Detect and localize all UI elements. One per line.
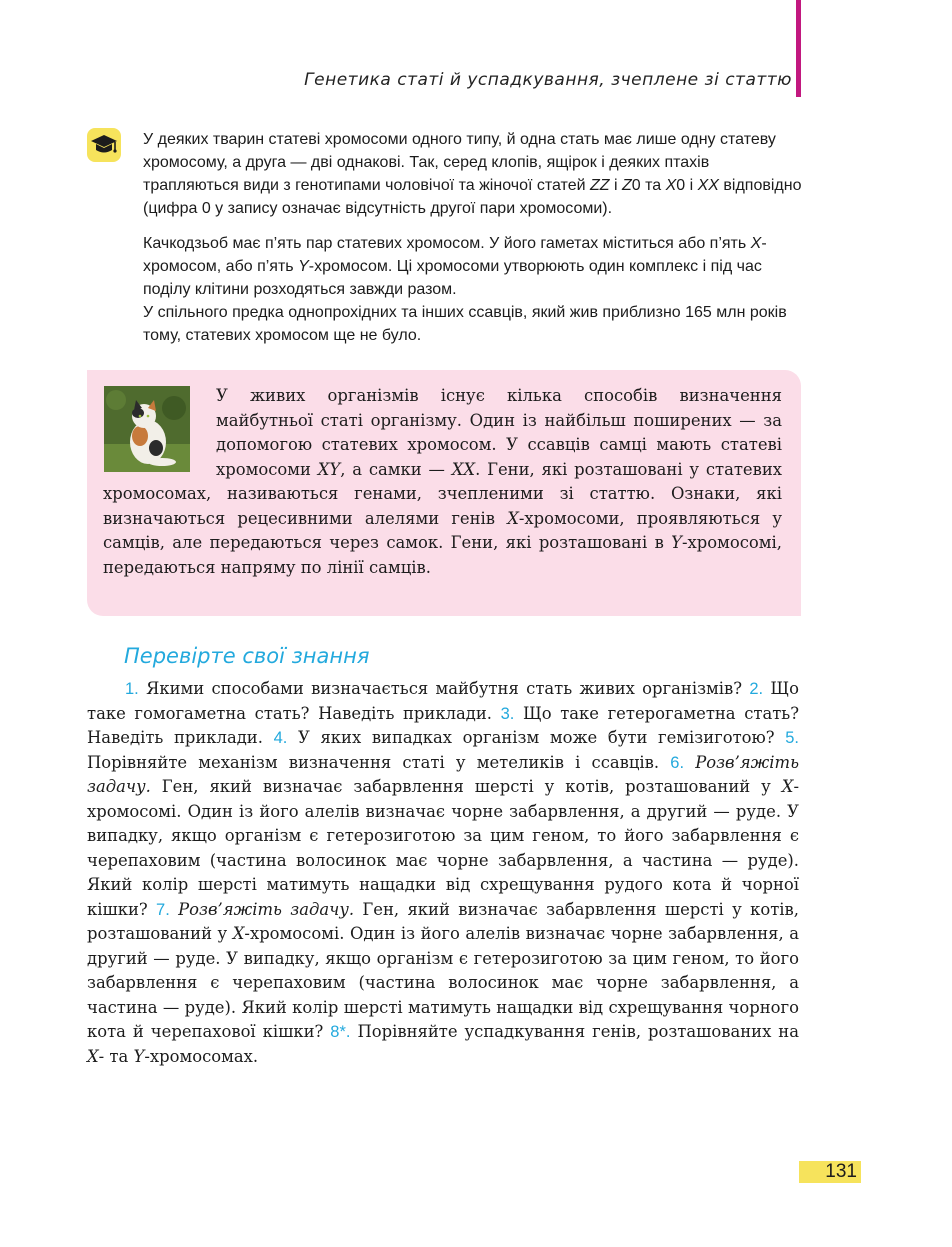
question-text: Ген, який визначає забарвлення шерсті у котів, розташований у (150, 777, 782, 796)
chromosome-x: X (781, 777, 794, 796)
task-label: Розв’яжіть задачу. (169, 899, 355, 919)
question-number: 4. (273, 729, 288, 747)
chromosome-y: Y (671, 533, 682, 552)
note-paragraph-1 (143, 128, 803, 220)
chromosome-x: X (232, 924, 245, 943)
chapter-marker-bar (796, 0, 801, 97)
question-number: 6. (670, 753, 685, 772)
chromosome-x: X (507, 508, 519, 528)
question-text: Якими способами визначається майбутня стать живих організмів? (138, 679, 750, 698)
question-text: Порівняйте успадкування генів, розташованих на (350, 1022, 799, 1041)
summary-text (103, 384, 782, 580)
running-header: Генетика статі й успадкування, зчеплене зі статтю (304, 70, 792, 90)
text: , а самки — (340, 459, 452, 479)
text: 0 і (676, 177, 698, 194)
chromosome-x: X (750, 235, 762, 252)
task-label: Розв’яжіть задачу. (87, 752, 799, 796)
question-text: Що таке гомогаметна стать? Наведіть приклади. (87, 679, 799, 723)
chromosome-x: X (87, 1046, 99, 1066)
question-text: - та (98, 1046, 134, 1066)
question-text: -хромосомі. Один із його алелів визначає чорне забарвлення, а другий — руде. У випадку, якщо організм є гетерозиготою за цим геном, то його забарвлення є черепаховим (частина волосинок має чорне забарвлення, а частина — руде). Який колір шерсті матимуть нащадки від схрещування рудого кота й чорної кішки? (87, 777, 799, 919)
genotype-zz: ZZ (589, 177, 610, 194)
chromosome-xx: XX (451, 459, 476, 479)
question-number: 2. (749, 680, 764, 698)
chromosome-y: Y (298, 258, 309, 275)
text: . Гени, які розташовані у статевих хромосомах, називаються генами, зчепленими зі статтю. Ознаки, які визначаються рецесивними алелями генів (103, 459, 782, 528)
text: У деяких тварин статеві хромосоми одного типу, й одна стать має лише одну статеву хромосому, а друга — дві однакові. Так, серед клопів, ящірок і деяких птахів трапляються види з генотипами чоловічої та жіночої статей (143, 131, 776, 194)
text: Качкодзьоб має п’ять пар статевих хромосом. У його гаметах міститься або п’ять (143, 235, 751, 252)
genotype-z: Z (621, 177, 632, 194)
section-title: Перевірте свої знання (124, 644, 370, 668)
questions-paragraph (87, 677, 799, 1069)
text: і (609, 177, 622, 194)
note-paragraph-2 (143, 232, 803, 347)
question-text: Що таке гетерогаметна стать? Наведіть приклади. (87, 703, 799, 747)
question-number: 3. (500, 704, 515, 723)
chromosome-y: Y (133, 1046, 145, 1066)
chromosome-xy: XY (317, 459, 341, 479)
question-text: Ген, який визначає забарвлення шерсті у котів, розташований у (87, 899, 799, 943)
question-number: 1. (125, 680, 139, 698)
text: У живих організмів існує кілька способів визначення майбутньої статі організму. Один із найбільш поширених — за допомогою статевих хромосом. У ссавців самці мають статеві хромосоми (216, 386, 782, 479)
text: -хромосом. Ці хромосоми утворюють один комплекс і під час поділу клітини розходяться завжди разом. (143, 258, 762, 298)
note-paragraph-3: У спільного предка однопрохідних та інших ссавців, який жив приблизно 165 млн років тому, статевих хромосом ще не було. (143, 304, 787, 344)
question-text: Порівняйте механізм визначення статі у метеликів і ссавців. (87, 752, 671, 772)
genotype-x: X (665, 177, 677, 194)
question-text: -хромосомі. Один із його алелів визначає чорне забарвлення, а другий — руде. У випадку, якщо організм є гетерозиготою за цим геном, то його забарвлення є черепаховим (частина волосинок має чорне забарвлення, а частина — руде). Який колір шерсті матимуть нащадки від схрещування чорного кота й черепахової кішки? (87, 924, 799, 1041)
question-number: 7. (156, 900, 170, 919)
text: -хромосоми, проявляються у самців, але передаються через самок. Гени, які розташовані в (103, 508, 782, 552)
question-text: -хромосомах. (144, 1046, 259, 1066)
question-number: 5. (785, 729, 799, 747)
text: -хромосом, або п’ять (143, 235, 767, 275)
text: відповідно (цифра 0 у запису означає відсутність другої пари хромосоми). (143, 177, 802, 217)
question-text: У яких випадках організм може бути гемізиготою? (287, 728, 786, 747)
text: 0 та (631, 177, 666, 194)
question-number: 8*. (330, 1023, 351, 1041)
photo-spacer (103, 384, 216, 477)
graduation-cap-icon (87, 128, 121, 162)
page-number: 131 (799, 1161, 861, 1183)
text: -хромосомі, передаються напряму по лінії самців. (103, 533, 782, 577)
genotype-xx: XX (697, 177, 719, 194)
